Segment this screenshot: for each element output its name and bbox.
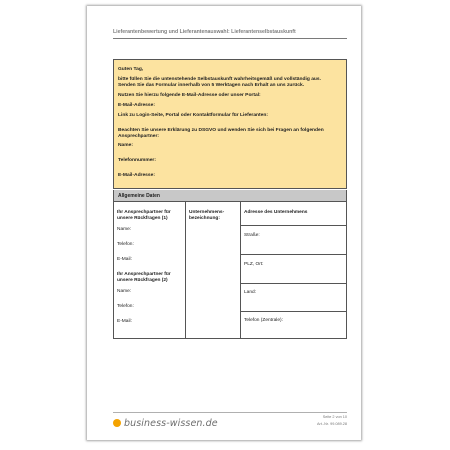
logo-dot-icon	[113, 419, 121, 427]
business-wissen-logo	[113, 417, 218, 429]
company-name-heading[interactable]: bezeichnung:	[189, 216, 220, 221]
street-label[interactable]: Straße:	[244, 233, 260, 238]
row-divider	[240, 283, 346, 284]
column-divider	[240, 202, 241, 338]
page-number: Seite 2 von 10	[322, 415, 347, 419]
header-divider	[113, 38, 347, 39]
intro-contact-phone-label: Telefonnummer:	[118, 158, 156, 163]
row-divider	[240, 225, 346, 226]
section-title: Allgemeine Daten	[118, 193, 160, 199]
intro-email-label: E-Mail-Adresse:	[118, 103, 155, 108]
intro-portal-label: Link zu Login-Seite, Portal oder Kontaktformular für Lieferanten:	[118, 113, 268, 118]
contact1-email-label[interactable]: E-Mail:	[117, 257, 132, 262]
zip-city-label[interactable]: PLZ, Ort:	[244, 262, 264, 267]
logo-text: business-wissen.de	[124, 417, 218, 429]
column-divider	[185, 202, 186, 338]
company-address-heading: Adresse des Unternehmens	[244, 210, 308, 215]
document-page	[87, 6, 361, 440]
document-header-title: Lieferantenbewertung und Lieferantenauswahl: Lieferantenselbstauskunft	[113, 29, 296, 35]
row-divider	[240, 311, 346, 312]
intro-line: Nutzen Sie hierzu folgende E-Mail-Adresse oder unser Portal:	[118, 93, 261, 98]
intro-contact-email-label: E-Mail-Adresse:	[118, 173, 155, 178]
contact1-name-label[interactable]: Name:	[117, 227, 132, 232]
intro-line: Senden Sie das Formular innerhalb von 5 Werktagen nach Erhalt an uns zurück.	[118, 83, 305, 88]
contact1-phone-label[interactable]: Telefon:	[117, 242, 134, 247]
row-divider	[240, 254, 346, 255]
contact2-phone-label[interactable]: Telefon:	[117, 304, 134, 309]
contact2-heading: Ihr Ansprechpartner für	[117, 272, 171, 277]
contact2-name-label[interactable]: Name:	[117, 289, 132, 294]
article-number: Art.-Nr. 99.089.28	[317, 422, 347, 426]
intro-contact-name-label: Name:	[118, 143, 133, 148]
intro-greeting: Guten Tag,	[118, 67, 144, 72]
footer-divider	[113, 412, 347, 413]
contact1-heading: Ihr Ansprechpartner für	[117, 210, 171, 215]
intro-line: Beachten Sie unsere Erklärung zu DSGVO und wenden Sie sich bei Fragen an folgenden	[118, 128, 324, 133]
section-header-general-data	[113, 190, 347, 202]
central-phone-label[interactable]: Telefon (Zentrale):	[244, 318, 283, 323]
company-name-heading: Unternehmens-	[189, 210, 225, 215]
intro-line: bitte füllen Sie die untenstehende Selbstauskunft wahrheitsgemäß und vollständig aus.	[118, 77, 321, 82]
intro-box	[113, 59, 347, 189]
contact2-email-label[interactable]: E-Mail:	[117, 319, 132, 324]
contact2-heading: unsere Rückfragen (2)	[117, 278, 168, 283]
intro-line: Ansprechpartner:	[118, 134, 160, 139]
general-data-form-grid	[113, 202, 347, 339]
contact1-heading: unsere Rückfragen (1)	[117, 216, 168, 221]
country-label[interactable]: Land:	[244, 290, 257, 295]
